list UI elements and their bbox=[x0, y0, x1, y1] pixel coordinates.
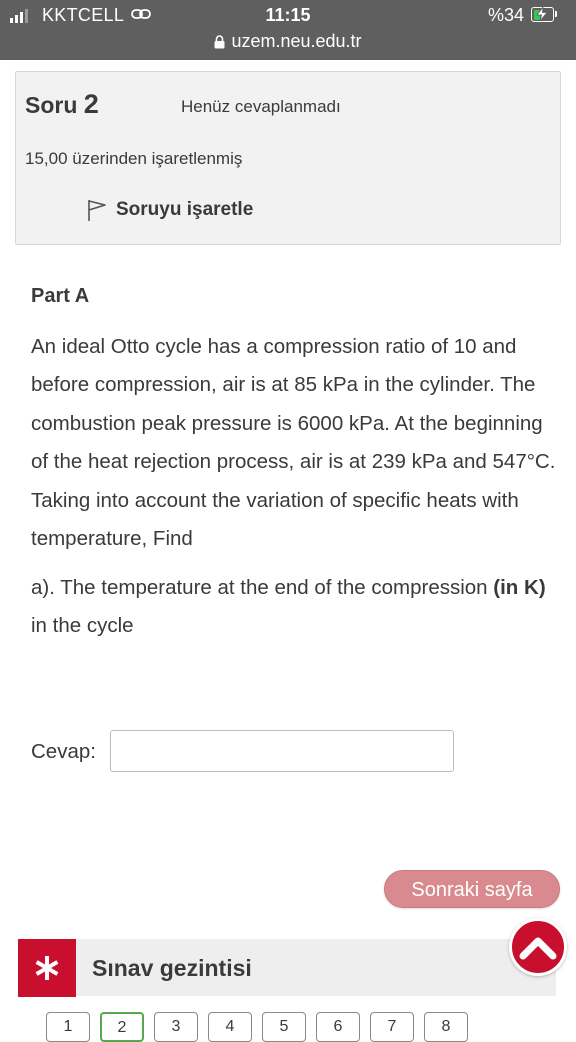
answer-label: Cevap: bbox=[31, 740, 96, 763]
battery-icon bbox=[531, 7, 554, 22]
lock-icon bbox=[214, 35, 225, 49]
question-number-value: 2 bbox=[83, 89, 99, 119]
part-title: Part A bbox=[31, 285, 90, 307]
question-nav-button-6[interactable]: 6 bbox=[316, 1012, 360, 1042]
flag-question-label: Soruyu işaretle bbox=[116, 199, 254, 220]
question-number bbox=[25, 89, 99, 120]
subpart-unit: (in K) bbox=[493, 576, 546, 599]
question-nav-button-1[interactable]: 1 bbox=[46, 1012, 90, 1042]
charging-bolt-icon bbox=[536, 7, 548, 21]
scroll-to-top-button[interactable] bbox=[509, 918, 567, 976]
question-nav-button-8[interactable]: 8 bbox=[424, 1012, 468, 1042]
question-nav-button-2[interactable]: 2 bbox=[100, 1012, 144, 1042]
flag-question-button[interactable] bbox=[86, 198, 253, 222]
answer-input[interactable] bbox=[110, 730, 454, 772]
battery-percent: %34 bbox=[488, 5, 525, 25]
subpart-text: a). The temperature at the end of the compression bbox=[31, 576, 494, 599]
question-nav-button-5[interactable]: 5 bbox=[262, 1012, 306, 1042]
address-bar[interactable] bbox=[0, 31, 576, 52]
question-subpart bbox=[31, 569, 556, 646]
quiz-navigation-block bbox=[18, 939, 556, 996]
question-info-panel bbox=[15, 71, 561, 245]
status-bar bbox=[0, 0, 576, 60]
question-nav-buttons bbox=[46, 1012, 468, 1042]
chevron-up-icon bbox=[519, 934, 557, 960]
url-text: uzem.neu.edu.tr bbox=[231, 31, 362, 51]
question-nav-button-7[interactable]: 7 bbox=[370, 1012, 414, 1042]
question-nav-button-4[interactable]: 4 bbox=[208, 1012, 252, 1042]
question-text: An ideal Otto cycle has a compression ratio of 10 and before compression, air is at 85 kPa in the cylinder. The combustion peak pressure is 6000 kPa. At the beginning of the heat rejection process, air is at 239 kPa and 547°C. Taking into account the variation of specific heats with temperature, Find bbox=[31, 335, 556, 551]
asterisk-icon bbox=[18, 939, 76, 997]
question-nav-button-3[interactable]: 3 bbox=[154, 1012, 198, 1042]
clock: 11:15 bbox=[265, 5, 311, 25]
question-mark: 15,00 üzerinden işaretlenmiş bbox=[25, 149, 243, 168]
next-page-button[interactable]: Sonraki sayfa bbox=[384, 870, 560, 908]
subpart-suffix: in the cycle bbox=[31, 614, 134, 638]
quiz-navigation-title: Sınav gezintisi bbox=[92, 955, 252, 981]
carrier-name: KKTCELL bbox=[42, 5, 125, 25]
question-label: Soru bbox=[25, 92, 78, 118]
battery-cap bbox=[555, 11, 557, 17]
flag-outline-icon bbox=[86, 198, 108, 222]
answer-status: Henüz cevaplanmadı bbox=[181, 97, 341, 116]
